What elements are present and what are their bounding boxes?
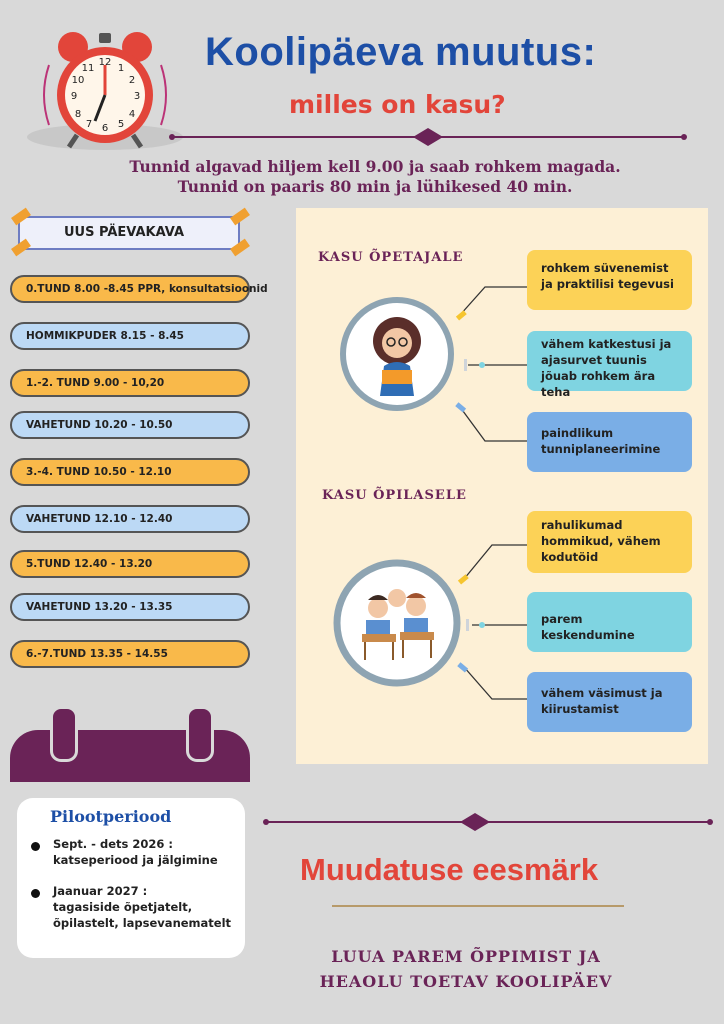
schedule-item-0: 0.TUND 8.00 -8.45 PPR, konsultatsioonid (10, 275, 250, 303)
student-benefit-3: vähem väsimust ja kiirustamist (527, 672, 692, 732)
teacher-benefit-2: vähem katkestusi ja ajasurvet tuunis jõuab rohkem ära teha (527, 331, 692, 391)
pilot-item-2-date: Jaanuar 2027 : (53, 884, 148, 898)
alarm-clock-icon (25, 25, 185, 155)
svg-text:9: 9 (70, 91, 78, 102)
connector-lines (446, 534, 530, 714)
schedule-item-3: VAHETUND 10.20 - 10.50 (10, 411, 250, 439)
schedule-item-6: 5.TUND 12.40 - 13.20 (10, 550, 250, 578)
bullet-icon (31, 889, 40, 898)
pilot-item-1-date: Sept. - dets 2026 : (53, 837, 173, 851)
divider-star-icon (262, 811, 714, 833)
svg-text:7: 7 (85, 119, 93, 130)
tape-decoration (11, 239, 31, 257)
schedule-item-2: 1.-2. TUND 9.00 - 10,20 (10, 369, 250, 397)
pilot-item-1 (53, 836, 243, 868)
tape-decoration (230, 208, 250, 226)
svg-text:3: 3 (133, 91, 141, 102)
student-benefit-1: rahulikumad hommikud, vähem kodutöid (527, 511, 692, 573)
bullet-icon (31, 842, 40, 851)
pilot-item-2-desc-1: tagasiside õpetjatelt, (53, 900, 193, 914)
schedule-item-4: 3.-4. TUND 10.50 - 12.10 (10, 458, 250, 486)
schedule-heading: UUS PÄEVAKAVA (18, 216, 240, 250)
svg-text:12: 12 (98, 57, 112, 68)
pilot-title: Pilootperiood (50, 807, 172, 826)
teacher-benefit-3: paindlikum tunniplaneerimine (527, 412, 692, 472)
teachers-section-title: KASU ÕPETAJALE (318, 250, 464, 265)
svg-text:5: 5 (117, 119, 125, 130)
teacher-benefit-1: rohkem süvenemist ja praktilisi tegevusi (527, 250, 692, 310)
page-title: Koolipäeva muutus: (205, 30, 597, 74)
intro-line-1: Tunnid algavad hiljem kell 9.00 ja saab rohkem magada. (129, 157, 621, 176)
student-benefit-2: parem keskendumine (527, 592, 692, 652)
schedule-item-1: HOMMIKPUDER 8.15 - 8.45 (10, 322, 250, 350)
svg-text:10: 10 (71, 75, 85, 86)
calendar-ring (50, 706, 78, 762)
divider-star-icon (168, 126, 688, 148)
calendar-header (10, 730, 250, 782)
goal-text (276, 944, 656, 994)
goal-line-2: HEAOLU TOETAV KOOLIPÄEV (319, 972, 613, 991)
schedule-item-8: 6.-7.TUND 13.35 - 14.55 (10, 640, 250, 668)
schedule-item-5: VAHETUND 12.10 - 12.40 (10, 505, 250, 533)
pilot-item-2-desc-2: õpilastelt, lapsevanematelt (53, 916, 232, 930)
svg-text:11: 11 (81, 63, 95, 74)
pilot-item-2 (53, 883, 243, 931)
connector-lines (440, 270, 530, 450)
students-section-title: KASU ÕPILASELE (322, 488, 467, 503)
pilot-item-1-desc: katseperiood ja jälgimine (53, 853, 218, 867)
svg-text:2: 2 (128, 75, 136, 86)
goal-line-1: LUUA PAREM ÕPPIMIST JA (331, 947, 601, 966)
schedule-item-7: VAHETUND 13.20 - 13.35 (10, 593, 250, 621)
goal-title: Muudatuse eesmärk (300, 852, 599, 887)
svg-text:4: 4 (128, 109, 136, 120)
goal-underline (332, 905, 624, 907)
svg-text:1: 1 (117, 63, 125, 74)
calendar-ring (186, 706, 214, 762)
page-subtitle: milles on kasu? (289, 90, 506, 119)
intro-line-2: Tunnid on paaris 80 min ja lühikesed 40 min. (177, 177, 573, 196)
intro-text (90, 157, 660, 197)
students-icon (330, 556, 464, 690)
svg-text:8: 8 (74, 109, 82, 120)
svg-text:6: 6 (101, 123, 109, 134)
